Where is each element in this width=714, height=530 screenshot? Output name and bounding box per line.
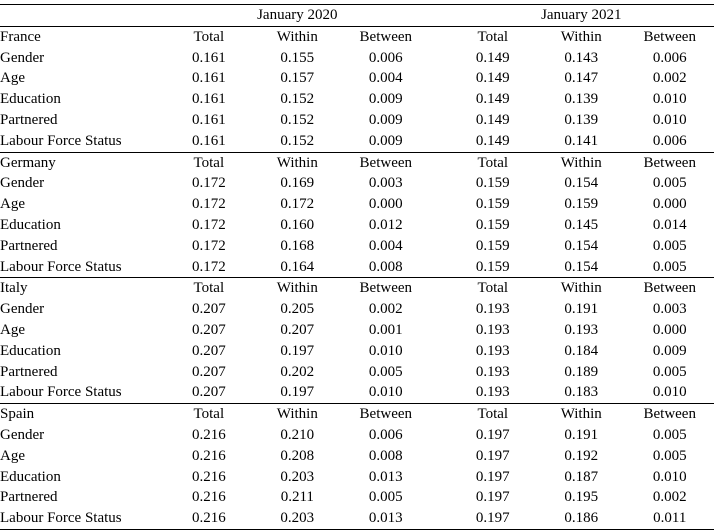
value-cell: 0.203 (280, 468, 315, 485)
row-label: Labour Force Status (0, 258, 122, 275)
value-cell: 0.207 (191, 342, 226, 359)
value-cell: 0.197 (475, 426, 510, 443)
value-cell: 0.005 (652, 363, 687, 380)
value-cell: 0.216 (191, 426, 226, 443)
value-cell: 0.207 (191, 301, 226, 318)
row-label: Age (0, 70, 25, 87)
row-label: Education (0, 468, 61, 485)
country-header-row (0, 404, 714, 425)
row-label: Labour Force Status (0, 384, 122, 401)
table-row (0, 446, 714, 467)
gap-cell (430, 89, 449, 110)
gap-cell (430, 299, 449, 320)
column-header: Total (165, 26, 253, 47)
value-cell: 0.168 (280, 237, 315, 254)
table-body (0, 26, 714, 529)
value-cell: 0.160 (280, 216, 315, 233)
value-cell: 0.172 (191, 237, 226, 254)
value-cell: 0.005 (368, 363, 403, 380)
value-cell: 0.005 (368, 489, 403, 506)
value-cell: 0.006 (652, 132, 687, 149)
table-row (0, 299, 714, 320)
country-name: Germany (0, 152, 165, 173)
row-label: Gender (0, 301, 45, 318)
value-cell: 0.000 (652, 321, 687, 338)
table-row (0, 257, 714, 278)
value-cell: 0.195 (564, 489, 599, 506)
table-row (0, 173, 714, 194)
value-cell: 0.207 (191, 363, 226, 380)
value-cell: 0.161 (191, 91, 226, 108)
value-cell: 0.152 (280, 132, 315, 149)
value-cell: 0.172 (280, 196, 315, 213)
value-cell: 0.197 (475, 489, 510, 506)
column-header: Between (342, 404, 430, 425)
column-header: Between (625, 152, 714, 173)
value-cell: 0.157 (280, 70, 315, 87)
row-label: Partnered (0, 111, 58, 128)
value-cell: 0.006 (368, 49, 403, 66)
value-cell: 0.183 (564, 384, 599, 401)
row-label: Education (0, 342, 61, 359)
value-cell: 0.009 (368, 111, 403, 128)
value-cell: 0.193 (475, 363, 510, 380)
value-cell: 0.159 (475, 175, 510, 192)
gap-cell (430, 215, 449, 236)
country-name: Spain (0, 404, 165, 425)
value-cell: 0.197 (449, 508, 537, 529)
column-header: Between (625, 278, 714, 299)
table-row (0, 110, 714, 131)
value-cell: 0.184 (564, 342, 599, 359)
column-header: Total (449, 278, 537, 299)
value-cell: 0.159 (564, 196, 599, 213)
value-cell: 0.216 (191, 447, 226, 464)
row-label: Education (0, 216, 61, 233)
value-cell: 0.193 (475, 301, 510, 318)
value-cell: 0.203 (253, 508, 341, 529)
value-cell: 0.192 (564, 447, 599, 464)
value-cell: 0.002 (368, 301, 403, 318)
row-label: Labour Force Status (0, 508, 165, 529)
value-cell: 0.155 (280, 49, 315, 66)
row-label: Age (0, 447, 25, 464)
row-label: Age (0, 196, 25, 213)
value-cell: 0.205 (280, 301, 315, 318)
gap-cell (430, 320, 449, 341)
country-name: Italy (0, 278, 165, 299)
value-cell: 0.172 (191, 216, 226, 233)
value-cell: 0.154 (564, 237, 599, 254)
table-row (0, 320, 714, 341)
value-cell: 0.012 (368, 216, 403, 233)
value-cell: 0.172 (191, 258, 226, 275)
value-cell: 0.149 (475, 111, 510, 128)
column-header: Between (342, 26, 430, 47)
column-header: Total (165, 278, 253, 299)
value-cell: 0.147 (564, 70, 599, 87)
value-cell: 0.010 (368, 342, 403, 359)
gap-cell (430, 26, 449, 47)
value-cell: 0.208 (280, 447, 315, 464)
row-label: Labour Force Status (0, 132, 122, 149)
gap-cell (430, 152, 449, 173)
value-cell: 0.161 (191, 70, 226, 87)
row-label: Education (0, 91, 61, 108)
value-cell: 0.005 (652, 175, 687, 192)
period-header-2020: January 2020 (165, 5, 430, 27)
value-cell: 0.008 (368, 258, 403, 275)
table-row (0, 236, 714, 257)
value-cell: 0.008 (368, 447, 403, 464)
column-header: Total (165, 404, 253, 425)
gap-cell (430, 508, 449, 529)
value-cell: 0.207 (280, 321, 315, 338)
value-cell: 0.139 (564, 111, 599, 128)
value-cell: 0.216 (191, 489, 226, 506)
value-cell: 0.197 (280, 384, 315, 401)
period-header-row (0, 5, 714, 27)
value-cell: 0.149 (475, 91, 510, 108)
value-cell: 0.145 (564, 216, 599, 233)
gap-cell (430, 487, 449, 508)
value-cell: 0.003 (368, 175, 403, 192)
value-cell: 0.191 (564, 426, 599, 443)
value-cell: 0.164 (280, 258, 315, 275)
column-header: Within (253, 404, 341, 425)
value-cell: 0.161 (191, 49, 226, 66)
value-cell: 0.014 (652, 216, 687, 233)
gap-cell (430, 467, 449, 488)
column-header: Within (537, 278, 625, 299)
table-row (0, 341, 714, 362)
table-row (0, 194, 714, 215)
value-cell: 0.143 (564, 49, 599, 66)
value-cell: 0.161 (191, 132, 226, 149)
value-cell: 0.005 (652, 447, 687, 464)
value-cell: 0.154 (564, 258, 599, 275)
gap-cell (430, 68, 449, 89)
value-cell: 0.149 (475, 49, 510, 66)
row-label: Partnered (0, 363, 58, 380)
value-cell: 0.186 (537, 508, 625, 529)
country-header-row (0, 278, 714, 299)
gap-cell (430, 48, 449, 69)
value-cell: 0.169 (280, 175, 315, 192)
value-cell: 0.010 (652, 91, 687, 108)
value-cell: 0.202 (280, 363, 315, 380)
table-row (0, 68, 714, 89)
value-cell: 0.191 (564, 301, 599, 318)
column-header: Within (253, 26, 341, 47)
column-header: Total (449, 152, 537, 173)
gap-cell (430, 5, 449, 27)
corner-cell (0, 5, 165, 27)
column-header: Within (537, 152, 625, 173)
value-cell: 0.009 (368, 132, 403, 149)
value-cell: 0.000 (652, 196, 687, 213)
value-cell: 0.005 (652, 426, 687, 443)
table-row (0, 487, 714, 508)
value-cell: 0.197 (475, 447, 510, 464)
row-label: Gender (0, 426, 45, 443)
table-row (0, 48, 714, 69)
value-cell: 0.013 (368, 468, 403, 485)
value-cell: 0.010 (652, 384, 687, 401)
column-header: Within (537, 26, 625, 47)
value-cell: 0.207 (191, 384, 226, 401)
period-header-2021: January 2021 (449, 5, 714, 27)
gap-cell (430, 446, 449, 467)
row-label: Partnered (0, 489, 58, 506)
value-cell: 0.149 (475, 70, 510, 87)
gap-cell (430, 425, 449, 446)
value-cell: 0.197 (475, 468, 510, 485)
gap-cell (430, 341, 449, 362)
gap-cell (430, 173, 449, 194)
gap-cell (430, 110, 449, 131)
value-cell: 0.139 (564, 91, 599, 108)
value-cell: 0.004 (368, 237, 403, 254)
gap-cell (430, 404, 449, 425)
table-row (0, 215, 714, 236)
table-row (0, 382, 714, 403)
column-header: Between (625, 26, 714, 47)
column-header: Total (449, 404, 537, 425)
value-cell: 0.187 (564, 468, 599, 485)
column-header: Between (342, 152, 430, 173)
value-cell: 0.159 (475, 237, 510, 254)
gap-cell (430, 131, 449, 152)
value-cell: 0.193 (475, 384, 510, 401)
value-cell: 0.002 (652, 70, 687, 87)
value-cell: 0.159 (475, 196, 510, 213)
column-header: Between (342, 278, 430, 299)
value-cell: 0.141 (564, 132, 599, 149)
value-cell: 0.002 (652, 489, 687, 506)
value-cell: 0.211 (280, 489, 314, 506)
table-row (0, 89, 714, 110)
gap-cell (430, 194, 449, 215)
value-cell: 0.159 (475, 216, 510, 233)
value-cell: 0.149 (475, 132, 510, 149)
value-cell: 0.152 (280, 111, 315, 128)
value-cell: 0.003 (652, 301, 687, 318)
value-cell: 0.013 (342, 508, 430, 529)
row-label: Age (0, 321, 25, 338)
value-cell: 0.009 (652, 342, 687, 359)
gap-cell (430, 257, 449, 278)
gap-cell (430, 236, 449, 257)
column-header: Total (165, 152, 253, 173)
value-cell: 0.193 (564, 321, 599, 338)
gap-cell (430, 278, 449, 299)
value-cell: 0.197 (280, 342, 315, 359)
column-header: Between (625, 404, 714, 425)
value-cell: 0.216 (165, 508, 253, 529)
value-cell: 0.172 (191, 196, 226, 213)
value-cell: 0.011 (625, 508, 714, 529)
row-label: Partnered (0, 237, 58, 254)
value-cell: 0.006 (652, 49, 687, 66)
value-cell: 0.010 (368, 384, 403, 401)
value-cell: 0.207 (191, 321, 226, 338)
value-cell: 0.161 (191, 111, 226, 128)
table-row (0, 362, 714, 383)
value-cell: 0.172 (191, 175, 226, 192)
table-row (0, 425, 714, 446)
column-header: Within (253, 152, 341, 173)
value-cell: 0.009 (368, 91, 403, 108)
value-cell: 0.189 (564, 363, 599, 380)
value-cell: 0.000 (368, 196, 403, 213)
country-header-row (0, 26, 714, 47)
country-header-row (0, 152, 714, 173)
column-header: Within (253, 278, 341, 299)
value-cell: 0.005 (652, 237, 687, 254)
value-cell: 0.010 (652, 468, 687, 485)
decomposition-table (0, 4, 714, 530)
column-header: Within (537, 404, 625, 425)
value-cell: 0.005 (652, 258, 687, 275)
table-row (0, 508, 714, 529)
row-label: Gender (0, 175, 45, 192)
value-cell: 0.004 (368, 70, 403, 87)
row-label: Gender (0, 49, 45, 66)
value-cell: 0.010 (652, 111, 687, 128)
value-cell: 0.216 (191, 468, 226, 485)
value-cell: 0.210 (280, 426, 315, 443)
column-header: Total (449, 26, 537, 47)
table-row (0, 131, 714, 152)
value-cell: 0.193 (475, 342, 510, 359)
value-cell: 0.159 (475, 258, 510, 275)
gap-cell (430, 362, 449, 383)
value-cell: 0.152 (280, 91, 315, 108)
value-cell: 0.193 (475, 321, 510, 338)
gap-cell (430, 382, 449, 403)
value-cell: 0.001 (368, 321, 403, 338)
value-cell: 0.154 (564, 175, 599, 192)
country-name: France (0, 26, 165, 47)
table-row (0, 467, 714, 488)
value-cell: 0.006 (368, 426, 403, 443)
